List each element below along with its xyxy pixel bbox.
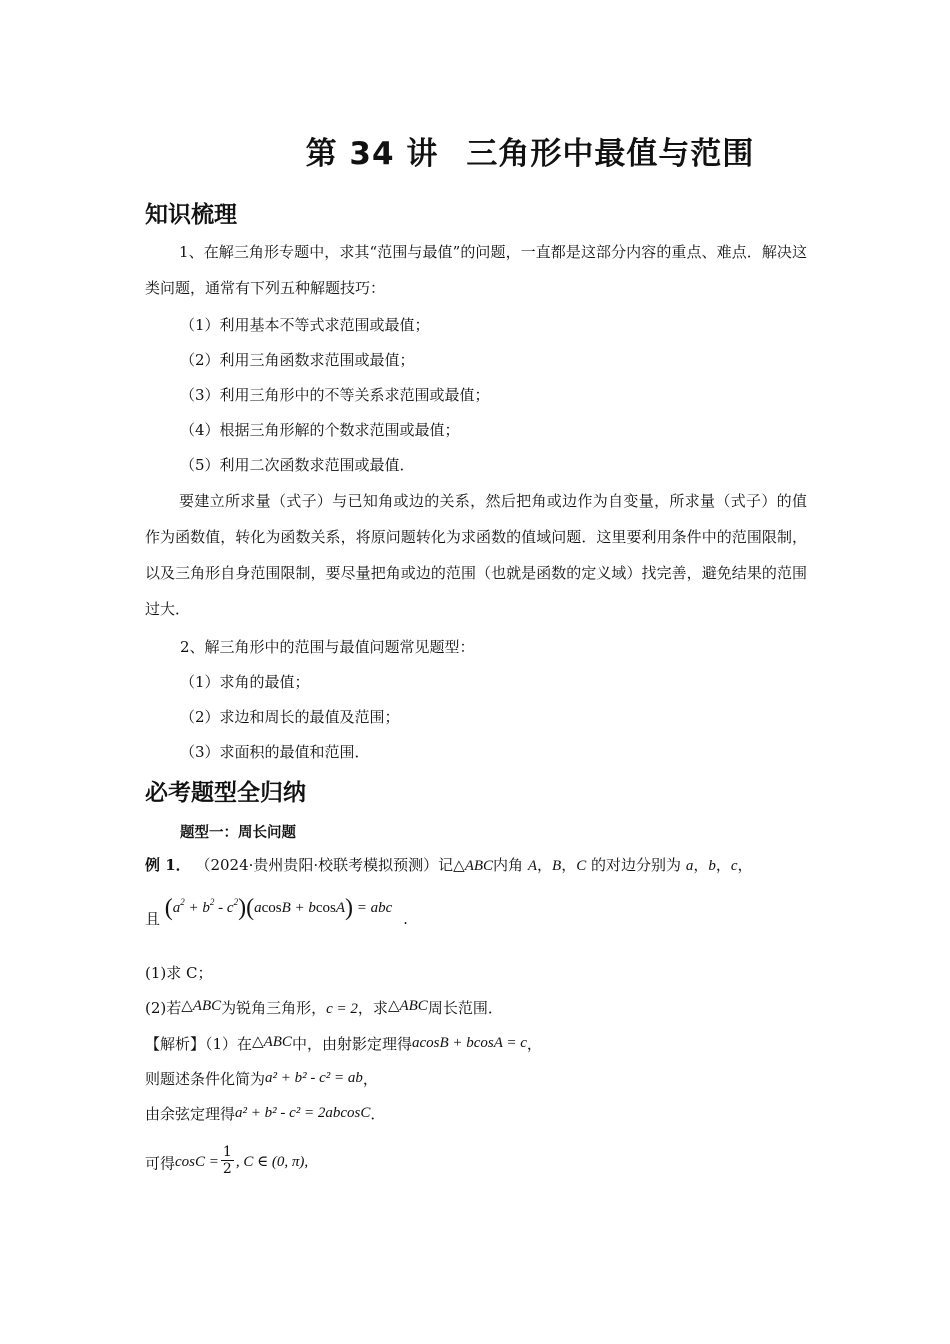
solution-step-2: 则题述条件化简为a² + b² - c² = ab， [145,1070,378,1088]
method-paragraph: 要建立所求量（式子）与已知角或边的关系，然后把角或边作为自变量，所求量（式子）的值作为函数值，转化为函数关系，将原问题转化为求函数的值域问题．这里要利用条件中的范围限制，以及三角形自身范围限制，要尽量把角或边的范围（也就是函数的定义域）找完善，避免结果的范围过大． [145,492,807,618]
section-heading-knowledge: 知识梳理 [145,202,237,228]
solution-step-3: 由余弦定理得a² + b² - c² = 2abcosC． [145,1105,386,1123]
technique-item: （3）利用三角形中的不等关系求范围或最值； [180,386,490,404]
lecture-number: 第 34 讲 [305,136,439,172]
question-2: (2)若△ABC为锐角三角形，c = 2，求△ABC周长范围． [145,998,503,1017]
technique-item: （5）利用二次函数求范围或最值． [180,456,415,474]
fraction-one-half: $\frac{1}{2}$ [222,1144,232,1177]
solution-step-4: 可得cosC = $\frac{1}{2}$ , C ∈ (0, π), [145,1144,309,1177]
example-statement: 例 1． （2024·贵州贵阳·校联考模拟预测）记△ABC内角 A，B，C 的对边分别为 a，b，c， [145,856,753,874]
technique-item: （1）利用基本不等式求范围或最值； [180,316,430,334]
technique-item: （2）利用三角函数求范围或最值； [180,351,415,369]
types-intro: 2、解三角形中的范围与最值问题常见题型： [180,638,475,656]
page-title [0,128,950,173]
example-label: 例 1． [145,856,191,874]
intro-paragraph: 1、在解三角形专题中，求其“范围与最值”的问题，一直都是这部分内容的重点、难点．解决这类问题，通常有下列五种解题技巧： [145,243,807,297]
type-item: （1）求角的最值； [180,673,310,691]
example-source: （2024·贵州贵阳·校联考模拟预测）记 [195,856,454,874]
condition-formula: $(a^2 + b^2 - c^2)(acosB + bcosA)$ = abc [164,895,393,921]
type-item: （3）求面积的最值和范围． [180,743,370,761]
question-type-heading: 题型一：周长问题 [180,825,296,841]
question-1: (1)求 C； [145,964,213,982]
solution-step-1: 【解析】（1）在△ABC中，由射影定理得acosB + bcosA = c， [145,1034,542,1053]
section-heading-question-types: 必考题型全归纳 [145,780,306,806]
solution-tag: 【解析】 [145,1035,206,1053]
example-condition: 且 $(a^2 + b^2 - c^2)(acosB + bcosA)$ = abc . [145,895,408,928]
triangle-symbol: △ABC [453,858,494,874]
technique-item: （4）根据三角形解的个数求范围或最值； [180,421,460,439]
type-item: （2）求边和周长的最值及范围； [180,708,400,726]
lecture-topic: 三角形中最值与范围 [466,136,755,172]
